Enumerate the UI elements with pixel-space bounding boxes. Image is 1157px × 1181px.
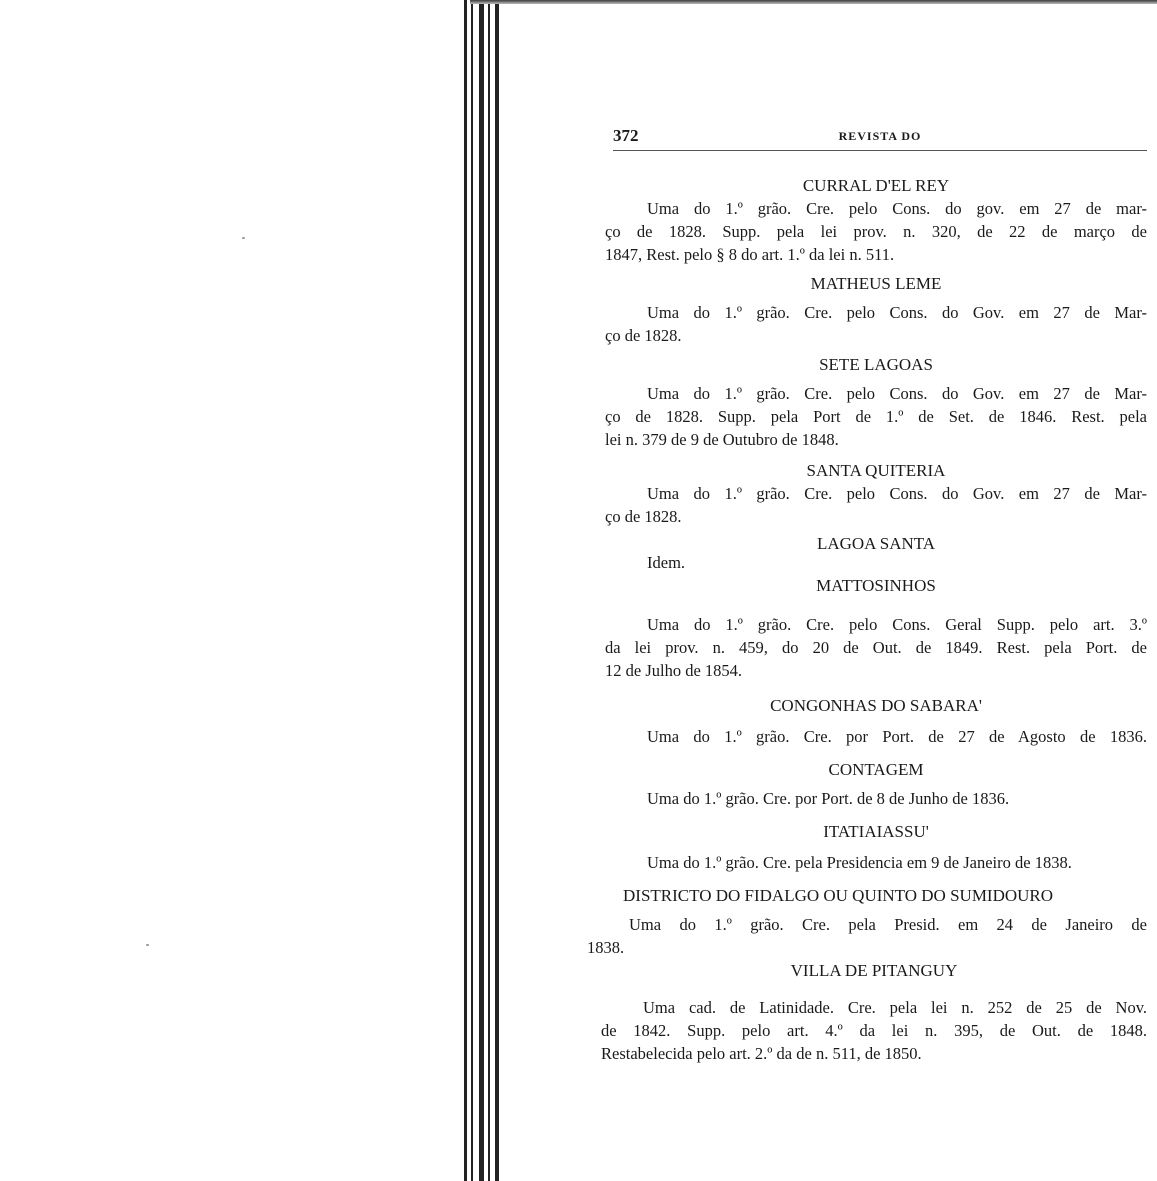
entry-text: Uma do 1.º grão. Cre. pelo Cons. do Gov. em 27 de Mar- ço de 1828. Supp. pela Port de 1.º de Set. de 1846. Rest. pela lei n. 379 de 9 de Outubro de 1848. xyxy=(605,384,1147,449)
entry-text: Uma do 1.º grão. Cre. pela Presidencia em 9 de Janeiro de 1838. xyxy=(647,853,1072,872)
entry-heading: VILLA DE PITANGUY xyxy=(790,961,958,980)
entry-text: Uma do 1.º grão. Cre. pelo Cons. do Gov. em 27 de Mar- ço de 1828. xyxy=(605,484,1147,526)
entry-heading: DISTRICTO DO FIDALGO OU QUINTO DO SUMIDOURO xyxy=(623,886,1054,905)
left-blank-page xyxy=(0,0,462,1181)
page-header xyxy=(613,126,1147,151)
entry xyxy=(605,532,1147,574)
entry xyxy=(605,574,1147,682)
entry-text: Uma do 1.º grão. Cre. pelo Cons. do gov. em 27 de mar- ço de 1828. Supp. pela lei prov. n. 320, de 22 de março de 1847, Rest. pelo § 8 do art. 1.º da lei n. 511. xyxy=(605,199,1147,264)
entry-heading: MATHEUS LEME xyxy=(810,274,942,293)
paper-speck xyxy=(146,944,149,946)
entry xyxy=(605,272,1147,347)
right-page xyxy=(505,0,1157,1181)
entry-text: Uma do 1.º grão. Cre. por Port. de 8 de Junho de 1836. xyxy=(647,789,1010,808)
entry-heading: LAGOA SANTA xyxy=(816,534,936,553)
entry xyxy=(605,459,1147,528)
entry xyxy=(605,353,1147,451)
entry-heading: MATTOSINHOS xyxy=(816,576,936,595)
entry-heading: CONGONHAS DO SABARA' xyxy=(770,696,982,715)
entry-text: Uma do 1.º grão. Cre. por Port. de 27 de Agosto de 1836. xyxy=(647,727,1147,746)
entry-heading: SETE LAGOAS xyxy=(819,355,933,374)
paper-speck xyxy=(242,237,245,239)
entry xyxy=(605,820,1147,874)
page-number: 372 xyxy=(613,126,639,145)
page-body xyxy=(587,174,1147,1065)
entry xyxy=(605,694,1147,748)
entry-heading: SANTA QUITERIA xyxy=(806,461,946,480)
entry-text: Uma do 1.º grão. Cre. pelo Cons. do Gov. em 27 de Mar- ço de 1828. xyxy=(605,303,1147,345)
entry-text: Uma do 1.º grão. Cre. pelo Cons. Geral Supp. pelo art. 3.º da lei prov. n. 459, do 20 de Out. de 1849. Rest. pela Port. de 12 de Julho de 1854. xyxy=(605,615,1147,680)
entry-heading: CONTAGEM xyxy=(828,760,924,779)
entry-text: Uma do 1.º grão. Cre. pela Presid. em 24 de Janeiro de 1838. xyxy=(587,915,1147,957)
entry-heading: ITATIAIASSU' xyxy=(823,822,929,841)
entry xyxy=(601,959,1147,1065)
entry xyxy=(605,174,1147,266)
entry-heading: CURRAL D'EL REY xyxy=(802,176,950,195)
entry-text: Idem. xyxy=(647,553,686,572)
entry xyxy=(605,758,1147,810)
book-gutter xyxy=(462,0,502,1181)
entry xyxy=(587,884,1147,959)
entry-text: Uma cad. de Latinidade. Cre. pela lei n. 252 de 25 de Nov. de 1842. Supp. pelo art. 4.º da lei n. 395, de Out. de 1848. Restabelecida pelo art. 2.º da de n. 511, de 1850. xyxy=(601,998,1147,1063)
running-title: REVISTA DO xyxy=(838,129,922,143)
